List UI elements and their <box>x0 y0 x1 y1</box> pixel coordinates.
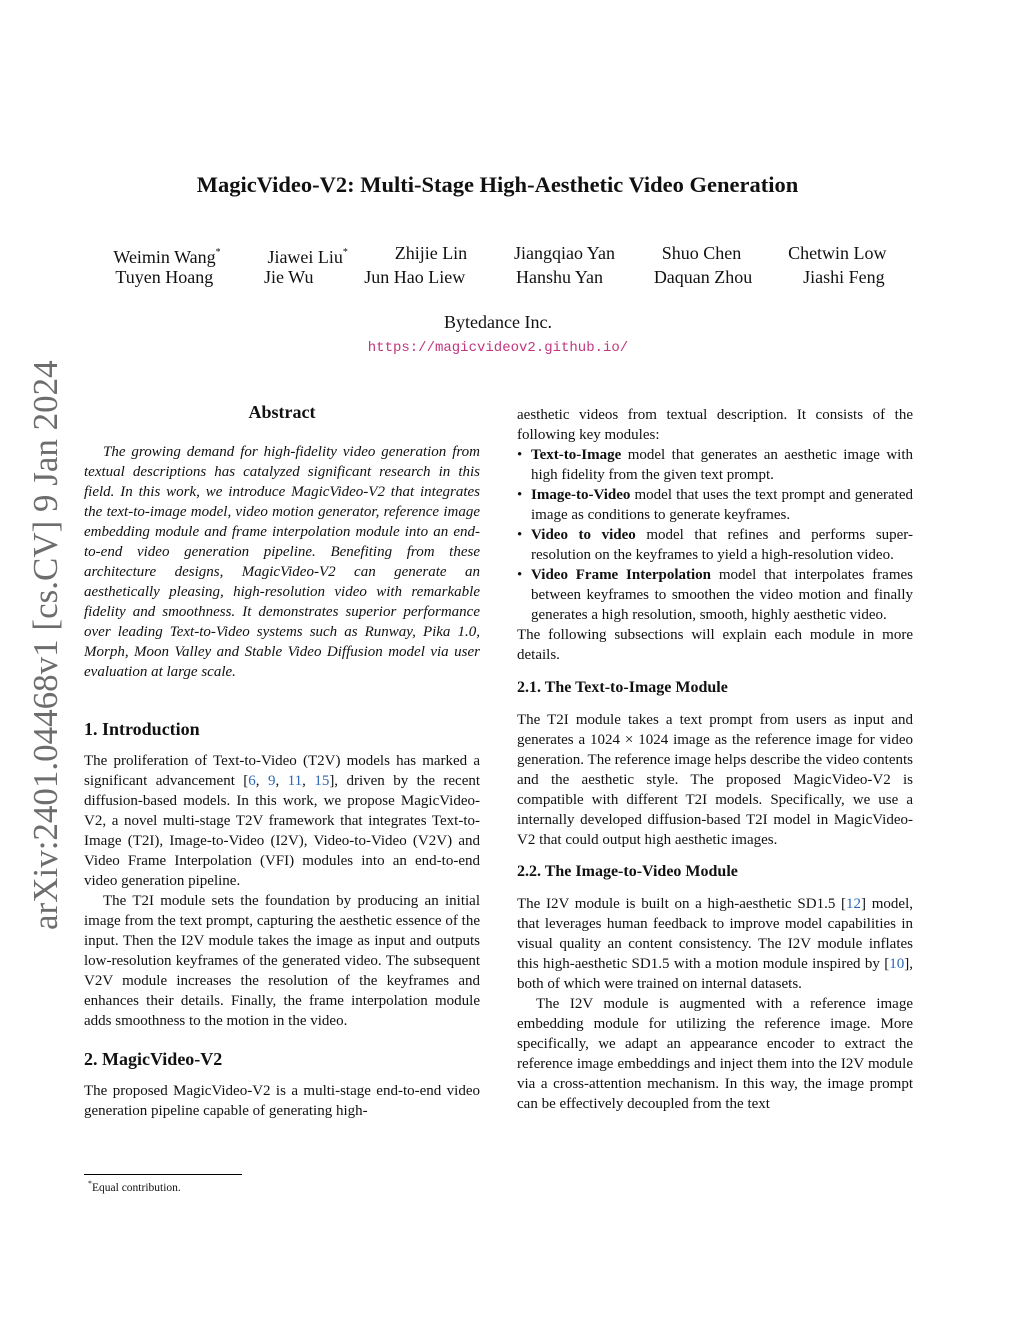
paper-title: MagicVideo-V2: Multi-Stage High-Aesthetic Video Generation <box>196 172 799 197</box>
footnote-rule <box>84 1174 242 1175</box>
citation-link[interactable]: 12 <box>846 896 862 912</box>
citation-link[interactable]: 11 <box>287 773 303 789</box>
section2-2-paragraph-2: The I2V module is augmented with a reference image embedding module for utilizing the reference image. More specifically, we adapt an appearance encoder to extract the reference image embeddings and inject them into the I2V module via a cross-attention mechanism. In this way, the image prompt can be effectively decoupled from the text <box>517 996 913 1112</box>
section2-paragraph-2: The following subsections will explain each module in more details. <box>517 627 913 663</box>
section-heading-introduction: 1. Introduction <box>84 719 200 739</box>
abstract-heading: Abstract <box>248 402 316 422</box>
list-item: • Video Frame Interpolation model that interpolates frames between keyframes to smoothen the video motion and finally generates a high resolution, smooth, highly aesthetic video. <box>517 565 913 625</box>
section2-1-paragraph: The T2I module takes a text prompt from users as input and generates a 1024 × 1024 image as the reference image for video generation. The reference image helps describe the video contents and the aesthetic style. The proposed MagicVideo-V2 is compatible with different T2I models. Specifically, we use a internally developed diffusion-based T2I model in MagicVideo-V2 that could output high aesthetic images. <box>517 712 913 848</box>
list-item: • Video to video model that refines and performs super-resolution on the keyframes to yield a high-resolution video. <box>517 525 913 565</box>
section2-paragraph-1-continued: aesthetic videos from textual description. It consists of the following key modules: <box>517 407 913 443</box>
author: Hanshu Yan <box>516 267 604 287</box>
author: Jiawei Liu* <box>267 247 348 267</box>
author: Jie Wu <box>264 267 314 287</box>
author: Zhijie Lin <box>394 243 468 263</box>
author-row-2 <box>90 265 910 289</box>
citation-link[interactable]: 9 <box>267 773 276 789</box>
author: Jiangqiao Yan <box>513 243 615 263</box>
citation-link[interactable]: 6 <box>248 773 256 789</box>
author: Jiashi Feng <box>803 267 885 287</box>
citation-link[interactable]: 15 <box>314 773 330 789</box>
arxiv-identifier: arXiv:2401.04468v1 [cs.CV] 9 Jan 2024 <box>26 360 65 930</box>
section2-2-paragraph-1: The I2V module is built on a high-aesthetic SD1.5 [12] model, that leverages human feedback to improve model capabilities in visual quality an content consistency. The I2V module inflates this high-aesthetic SD1.5 with a motion module inspired by [10], both of which were trained on internal datasets. <box>517 896 913 992</box>
author: Chetwin Low <box>788 243 887 263</box>
citation-link[interactable]: 10 <box>889 956 905 972</box>
right-column <box>517 405 913 1114</box>
list-item: • Text-to-Image model that generates an aesthetic image with high fidelity from the given text prompt. <box>517 445 913 485</box>
author: Weimin Wang* <box>113 247 221 267</box>
module-list <box>517 445 913 625</box>
author: Tuyen Hoang <box>115 267 214 287</box>
abstract-text: The growing demand for high-fidelity video generation from textual descriptions has catalyzed significant research in this field. In this work, we introduce MagicVideo-V2 that integrates the text-to-image model, video motion generator, reference image embedding module and frame interpolation module into an end-to-end video generation pipeline. Benefiting from these architecture designs, MagicVideo-V2 can generate an aesthetically pleasing, high-resolution video with remarkable fidelity and smoothness. It demonstrates superior performance over leading Text-to-Video systems such as Runway, Pika 1.0, Morph, Moon Valley and Stable Video Diffusion model via user evaluation at large scale. <box>84 444 480 680</box>
intro-paragraph-1: The proliferation of Text-to-Video (T2V) models has marked a significant advancement [6, 9, 11, 15], driven by the recent diffusion-based models. In this work, we propose MagicVideo-V2, a novel multi-stage T2V framework that integrates Text-to-Image (T2I), Image-to-Video (I2V), Video-to-Video (V2V) and Video Frame Interpolation (VFI) modules into an end-to-end video generation pipeline. <box>84 753 481 889</box>
list-item: • Image-to-Video model that uses the text prompt and generated image as conditions to generate keyframes. <box>517 485 913 525</box>
footnote: *Equal contribution. <box>88 1179 181 1194</box>
author: Daquan Zhou <box>653 267 753 287</box>
section2-paragraph-1: The proposed MagicVideo-V2 is a multi-stage end-to-end video generation pipeline capable of generating high- <box>84 1083 480 1119</box>
affiliation: Bytedance Inc. <box>444 312 552 332</box>
project-url-link[interactable]: https://magicvideov2.github.io/ <box>367 340 629 356</box>
subsection-heading-image-to-video: 2.2. The Image-to-Video Module <box>517 863 738 880</box>
intro-paragraph-2: The T2I module sets the foundation by producing an initial image from the text prompt, capturing the aesthetic essence of the input. Then the I2V module takes the image as input and outputs low-resolution keyframes of the generated video. The subsequent V2V module increases the resolution of the keyframes and enhances their details. Finally, the frame interpolation module adds smoothness to the motion in the video. <box>84 893 480 1029</box>
author: Jun Hao Liew <box>364 267 466 287</box>
author: Shuo Chen <box>661 243 742 263</box>
subsection-heading-text-to-image: 2.1. The Text-to-Image Module <box>517 679 728 696</box>
section-heading-magicvideo-v2: 2. MagicVideo-V2 <box>84 1049 223 1069</box>
left-column <box>84 402 480 1121</box>
